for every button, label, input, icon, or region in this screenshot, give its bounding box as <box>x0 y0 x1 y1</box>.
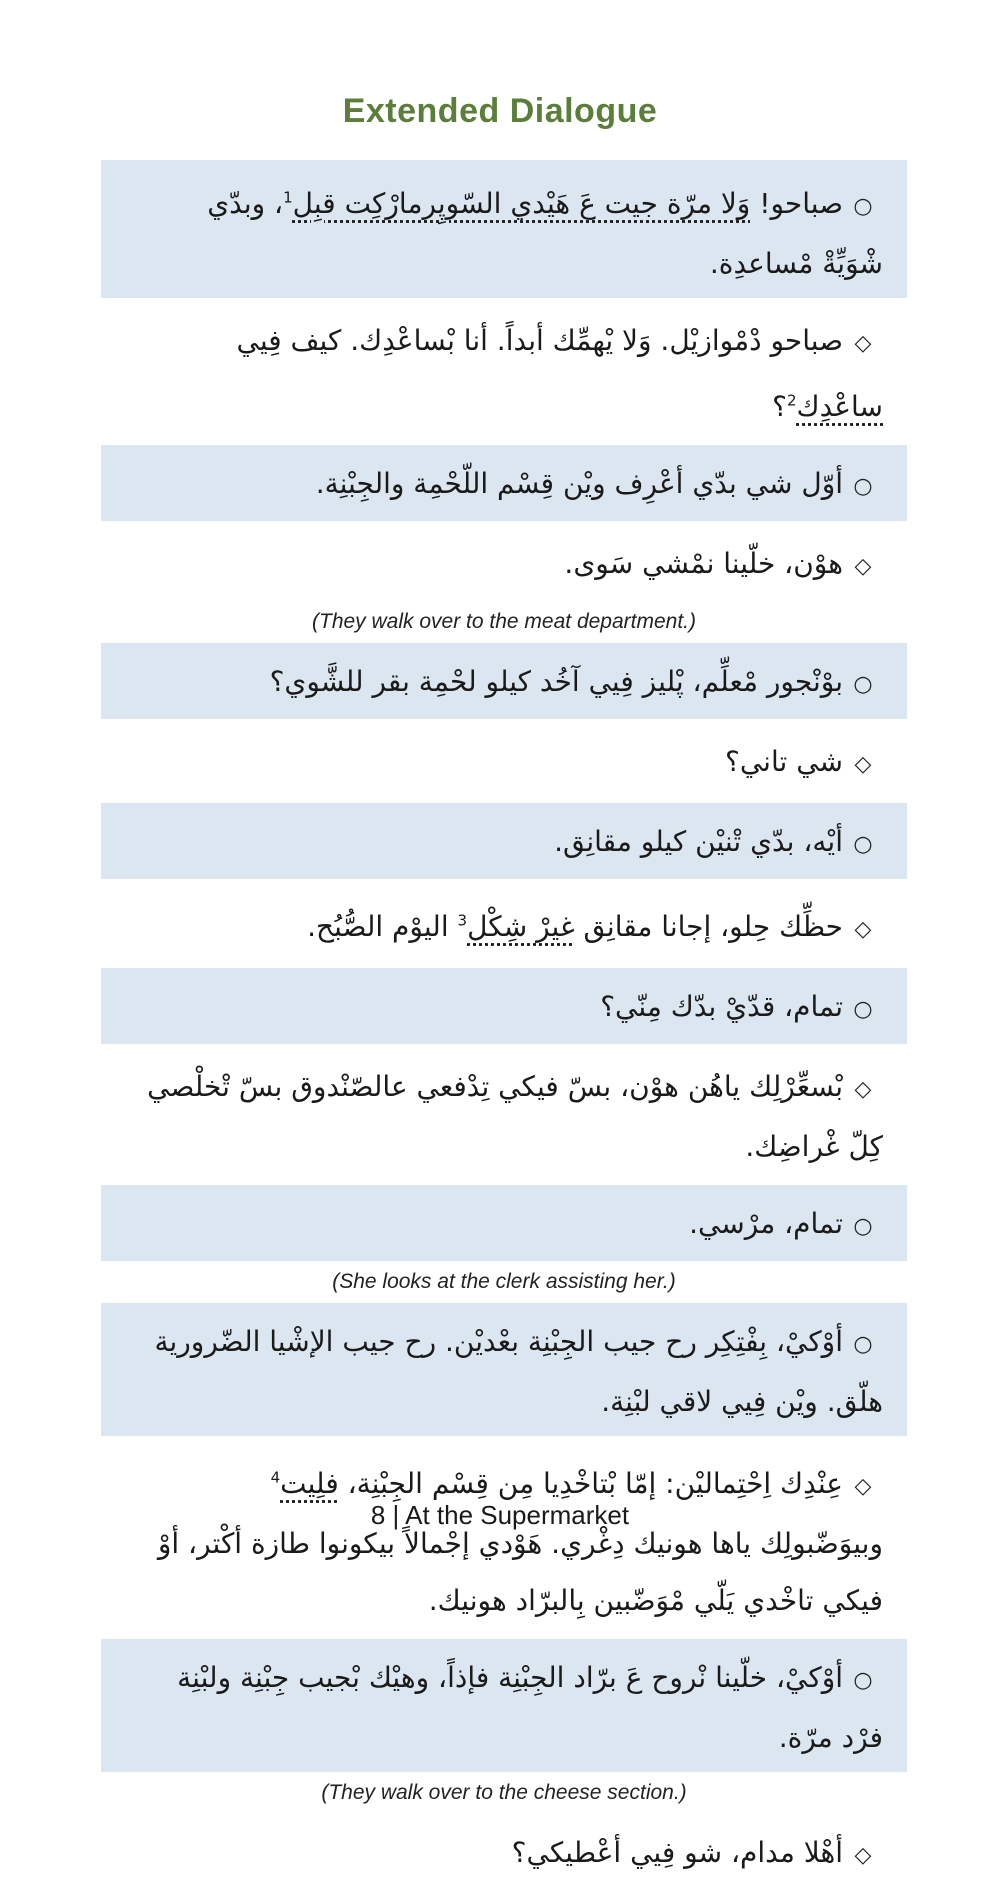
diamond-bullet-icon: ◇ <box>854 1843 872 1869</box>
dialogue-list <box>101 160 907 1890</box>
dialogue-line <box>101 1814 907 1890</box>
circle-bullet-icon: ○ <box>853 671 873 697</box>
dialogue-text: بْسعِّرْلِك ياهُن هوْن، بسّ فيكي تِدْفعي عالصّنْدوق بسّ تْخلْصي كِلّ غْراضِك. <box>147 1069 883 1163</box>
page-footer: 8 | At the Supermarket <box>370 1500 630 1530</box>
diamond-bullet-icon: ◇ <box>854 331 872 357</box>
dialogue-line <box>101 302 907 440</box>
circle-bullet-icon: ○ <box>853 1331 873 1357</box>
dialogue-text: تمام، مرْسي. <box>689 1206 843 1240</box>
stage-direction: (She looks at the clerk assisting her.) <box>332 1269 676 1293</box>
circle-bullet-icon: ○ <box>853 1213 873 1239</box>
footnoted-phrase: غيرْ شِكْل <box>467 909 575 943</box>
diamond-bullet-icon: ◇ <box>854 1076 872 1102</box>
dialogue-text: بوْنْجور مْعلِّم، پْليز فِيي آخُد كيلو لحْمِة بقر للشَّوي؟ <box>269 664 843 698</box>
circle-bullet-icon: ○ <box>853 831 873 857</box>
dialogue-line <box>101 1639 907 1772</box>
dialogue-line <box>101 643 907 719</box>
stage-direction: (They walk over to the meat department.) <box>312 609 696 633</box>
dialogue-text: شي تاني؟ <box>724 744 843 778</box>
dialogue-text: صباحو دْمْوازيْل. وَلا يْهمِّك أبداً. أنا بْساعْدِك. كيف فِيي ساعْدِك$^2$؟ <box>236 324 883 423</box>
dialogue-text: أوْكيْ، خلّينا نْروح عَ برّاد الجِبْنِة فإذاً، وهيْك بْجيب جِبْنِة ولبْنِة فرْد مرّة. <box>177 1661 883 1755</box>
page-title: Extended Dialogue <box>342 92 658 130</box>
dialogue-text: أيْه، بدّي تْنيْن كيلو مقانِق. <box>554 824 843 858</box>
circle-bullet-icon: ○ <box>853 996 873 1022</box>
dialogue-text: تمام، قدّيْ بدّك مِنّي؟ <box>600 989 843 1023</box>
circle-bullet-icon: ○ <box>853 194 873 220</box>
footnote-marker: 4 <box>270 1468 281 1487</box>
diamond-bullet-icon: ◇ <box>854 751 872 777</box>
footnoted-phrase: ساعْدِك <box>796 389 883 423</box>
dialogue-line <box>101 1185 907 1261</box>
dialogue-line <box>101 723 907 799</box>
dialogue-text: أوْكيْ، بِفْتِكِر رح جيب الجِبْنِة بعْديْن. رح جيب الإشْيا الضّرورية هلّق. ويْن فِيي لاقي لبْنِة. <box>154 1324 883 1418</box>
diamond-bullet-icon: ◇ <box>854 916 872 942</box>
dialogue-line <box>101 803 907 879</box>
dialogue-line <box>101 1440 907 1635</box>
footnote-marker: 2 <box>786 391 797 410</box>
dialogue-line <box>101 968 907 1044</box>
circle-bullet-icon: ○ <box>853 1668 873 1694</box>
footnote-marker: 3 <box>457 911 468 930</box>
stage-direction: (They walk over to the cheese section.) <box>321 1781 687 1805</box>
diamond-bullet-icon: ◇ <box>854 553 872 579</box>
footnoted-phrase: وَلا مرّة جيت عَ هَيْدي السّوپِرمارْكِت قبِل <box>292 187 751 221</box>
dialogue-line <box>101 445 907 521</box>
dialogue-text: هوْن، خلّينا نمْشي سَوى. <box>564 546 843 580</box>
dialogue-line <box>101 883 907 964</box>
dialogue-text: صباحو! وَلا مرّة جيت عَ هَيْدي السّوپِرمارْكِت قبِل$^1$، وبدّي شْوَيِّةْ مْساعدِة. <box>207 187 883 281</box>
dialogue-line <box>101 1048 907 1181</box>
footnoted-phrase: فلِيت <box>280 1467 339 1501</box>
circle-bullet-icon: ○ <box>853 473 873 499</box>
dialogue-line <box>101 525 907 601</box>
dialogue-text: أوّل شي بدّي أعْرِف ويْن قِسْم اللّحْمِة والجِبْنِة. <box>315 466 843 500</box>
dialogue-line <box>101 160 907 298</box>
diamond-bullet-icon: ◇ <box>854 1474 872 1500</box>
dialogue-text: حظِّك حِلو، إجانا مقانِق غيرْ شِكْل$^3$ اليوْم الصُّبُح. <box>307 909 843 943</box>
dialogue-text: عِنْدِك اِحْتِماليْن: إمّا بْتاخْدِيا مِن قِسْم الجِبْنِة، فلِيت$^4$ وبيوَضّبولِك ياها هونيك دِغْري. هَوْدي إجْمالاً بيكونوا طازة أكْتر، أوْ فيكي تاخْدي يَلّي مْوَضّبين بِالبرّاد هونيك. <box>157 1467 883 1618</box>
dialogue-line <box>101 1303 907 1436</box>
footnote-marker: 1 <box>283 189 293 207</box>
dialogue-text: أهْلا مدام، شو فِيي أعْطيكي؟ <box>511 1836 843 1870</box>
